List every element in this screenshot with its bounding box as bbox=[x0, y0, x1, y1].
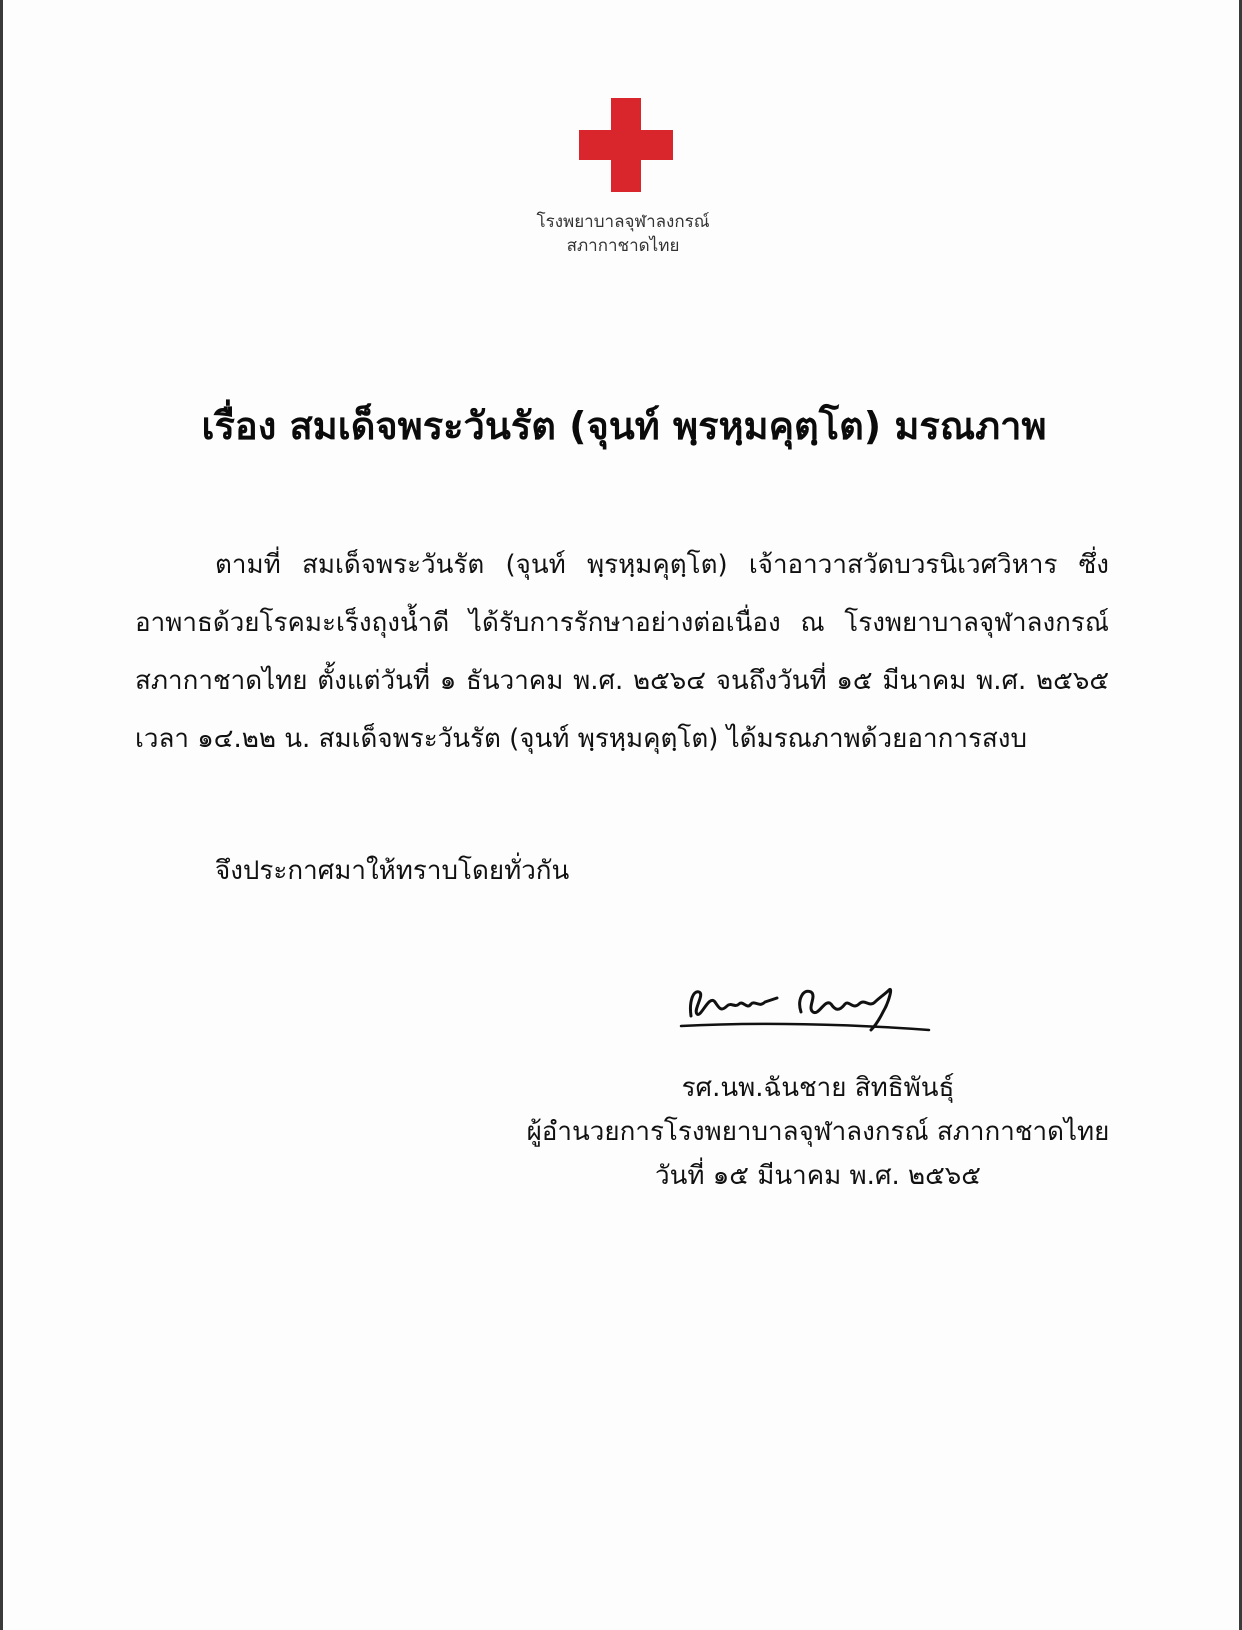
document-title: เรื่อง สมเด็จพระวันรัต (จุนท์ พฺรหฺมคุตฺโต) มรณภาพ bbox=[201, 404, 1047, 448]
signatory-position: ผู้อำนวยการโรงพยาบาลจุฬาลงกรณ์ สภากาชาดไทย bbox=[526, 1117, 1110, 1147]
closing-statement: จึงประกาศมาให้ทราบโดยทั่วกัน bbox=[215, 856, 570, 886]
signatory-name: รศ.นพ.ฉันชาย สิทธิพันธุ์ bbox=[681, 1073, 955, 1103]
organization-logo-text bbox=[473, 210, 773, 258]
handwritten-signature bbox=[679, 972, 933, 1038]
organization-parent: สภากาชาดไทย bbox=[566, 236, 680, 256]
red-cross-icon bbox=[579, 98, 673, 192]
signatory-block bbox=[423, 1066, 1213, 1198]
signatory-date: วันที่ ๑๕ มีนาคม พ.ศ. ๒๕๖๕ bbox=[655, 1161, 981, 1191]
red-cross-horizontal-bar bbox=[579, 130, 673, 160]
organization-name: โรงพยาบาลจุฬาลงกรณ์ bbox=[536, 212, 710, 232]
announcement-body: ตามที่ สมเด็จพระวันรัต (จุนท์ พฺรหฺมคุตฺโต) เจ้าอาวาสวัดบวรนิเวศวิหาร ซึ่งอาพาธด้วยโรคมะเร็งถุงน้ำดี ได้รับการรักษาอย่างต่อเนื่อง ณ โรงพยาบาลจุฬาลงกรณ์ สภากาชาดไทย ตั้งแต่วันที่ ๑ ธันวาคม พ.ศ. ๒๕๖๔ จนถึงวันที่ ๑๕ มีนาคม พ.ศ. ๒๕๖๕ เวลา ๑๔.๒๒ น. สมเด็จพระวันรัต (จุนท์ พฺรหฺมคุตฺโต) ได้มรณภาพด้วยอาการสงบ bbox=[135, 550, 1109, 754]
